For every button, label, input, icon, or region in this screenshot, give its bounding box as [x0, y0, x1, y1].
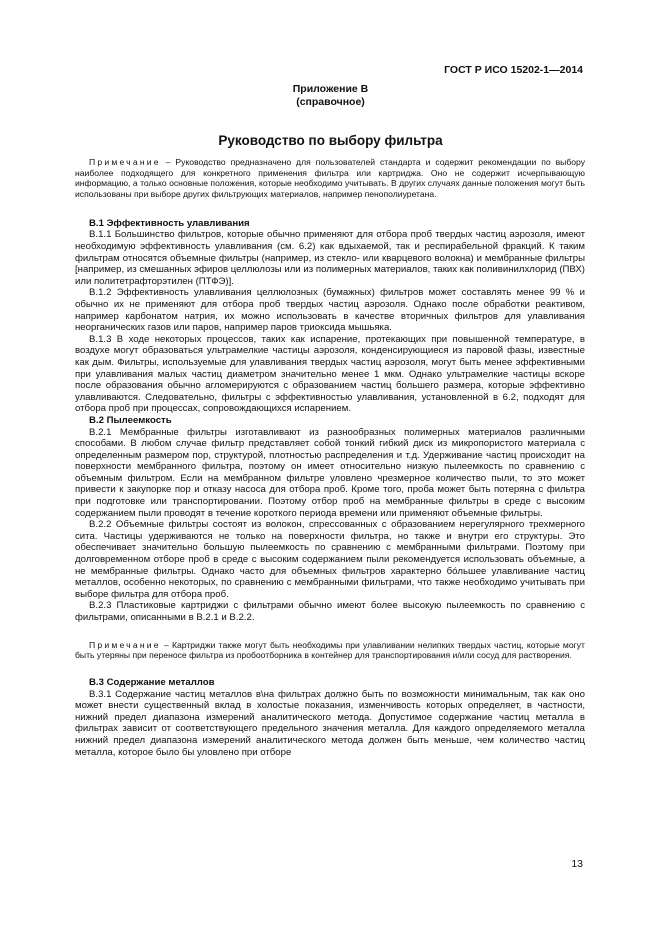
- annex-kind: (справочное): [296, 96, 365, 108]
- annex-label: Приложение В: [292, 83, 369, 95]
- note-label: Примечание: [89, 639, 161, 650]
- paragraph-b2-2: В.2.2 Объемные фильтры состоят из волокон, спрессованных с образованием нерегулярного трехмерного сита. Частицы удерживаются не только на поверхности фильтра, но также и внутри его структуры. Это обеспечивает значительно большую пылеемкость по сравнению с мембранными фильтрами. Поэтому при долговременном отборе проб в среде с высоким содержанием пыли рекомендуется использовать объемные, а не мембранные фильтры. Однако часто для объемных фильтров характерно бо́льшее улавливание частиц металлов, особенно некоторых, по сравнению с мембранными фильтрами, что также необходимо учитывать при выборе фильтра для отбора проб.: [75, 519, 585, 600]
- note-cartridges: [75, 640, 585, 661]
- section-heading-b3: В.3 Содержание металлов: [89, 677, 215, 688]
- paragraph-b1-2: В.1.2 Эффективность улавливания целлюлозных (бумажных) фильтров может составлять менее 99 % и обычно их не применяют для отбора проб твердых частиц аэрозоля. Однако после обработки реактивом, например карбонатом натрия, их можно использовать в качестве вторичных фильтров для улавливания неорганических газов или паров, например паров триоксида мышьяка.: [75, 287, 585, 334]
- annex-heading: [0, 83, 661, 109]
- note-text: – Картриджи также могут быть необходимы при улавливании нелипких твердых частиц, которые могут быть утеряны при переносе фильтра из пробоотборника в контейнер для транспортирования и/или сосуд для растворения.: [75, 639, 585, 661]
- page-number: 13: [571, 858, 583, 870]
- paragraph-b3-1: В.3.1 Содержание частиц металлов в\на фильтрах должно быть по возможности минимальным, так как оно может внести существенный вклад в холостые показания, изменчивость которых определяет, в частности, нижний предел диапазона измерений аналитического метода. Допустимое содержание частиц металла в фильтрах зависит от соответствующего предельного значения металла. Для каждого определяемого металла нижний предел диапазона измерений аналитического метода должен быть меньше, чем количество частиц металла, которое было бы уловлено при отборе: [75, 688, 585, 758]
- standard-header: ГОСТ Р ИСО 15202-1—2014: [444, 64, 583, 76]
- paragraph-b2-3: В.2.3 Пластиковые картриджи с фильтрами обычно имеют более высокую пылеемкость по сравнению с фильтрами, описанными в В.2.1 и В.2.2.: [75, 600, 585, 623]
- paragraph-b2-1: В.2.1 Мембранные фильтры изготавливают из разнообразных полимерных материалов различными способами. В любом случае фильтр представляет собой тонкий гибкий диск из микропористого материала с определенным размером пор, структурой, плотностью распределения и т.д. Удерживание частиц происходит на поверхности мембранного фильтра, поэтому он имеет относительно низкую пылеемкость по сравнению с объемным фильтром. Если на мембранном фильтре уловлено чрезмерное количество пыли, то это может привести к закупорке пор и отказу насоса для отбора проб. Кроме того, проба может быть потеряна с фильтра при подготовке или транспортировании. Поэтому отбор проб на мембранные фильтры в среде с высоким содержанием пыли проводят в течение короткого периода времени или применяют объемные фильтры.: [75, 426, 585, 519]
- page-title: Руководство по выбору фильтра: [218, 133, 443, 148]
- paragraph-b1-1: В.1.1 Большинство фильтров, которые обычно применяют для отбора проб твердых частиц аэрозоля, имеют необходимую эффективность улавливания (см. 6.2) как вдыхаемой, так и респирабельной фракций. К таким фильтрам относятся объемные фильтры (например, из стекло- или кварцевого волокна) и мембранные фильтры [например, из смешанных эфиров целлюлозы или из полимерных материалов, таких как поливинилхлорид (ПВХ) или политетрафторэтилен (ПТФЭ)].: [75, 229, 585, 287]
- paragraph-b1-3: В.1.3 В ходе некоторых процессов, таких как испарение, протекающих при повышенной температуре, в воздухе могут образоваться ультрамелкие частицы аэрозоля, конденсирующиеся из паровой фазы, известные как дым. Фильтры, используемые для улавливания твердых частиц аэрозоля, могут быть менее эффективными при улавливания малых частиц диаметром значительно менее 1 мкм. Однако ультрамелкие частицы вскоре после образования обычно агломерируются с образованием частиц большего размера, которые эффективно улавливаются. Следовательно, фильтры с эффективностью улавливания, установленной в 6.2, подходят для отбора проб при процессах, сопровождающихся испарением.: [75, 333, 585, 415]
- note-label: Примечание: [89, 157, 161, 167]
- section-heading-b2: В.2 Пылеемкость: [89, 414, 172, 426]
- body-text: [75, 157, 585, 758]
- note-intro: [75, 157, 585, 200]
- note-text: – Руководство предназначено для пользователей стандарта и содержит рекомендации по выбору наиболее подходящего для конкретного применения фильтра или картриджа. Оно не содержит исчерпывающую информацию, а только основные положения, которые необходимо учитывать. В других случаях данные положения могут быть использованы при выборе других фильтрующих материалов, например пенополиуретана.: [75, 157, 585, 200]
- section-heading-b1: В.1 Эффективность улавливания: [89, 217, 250, 229]
